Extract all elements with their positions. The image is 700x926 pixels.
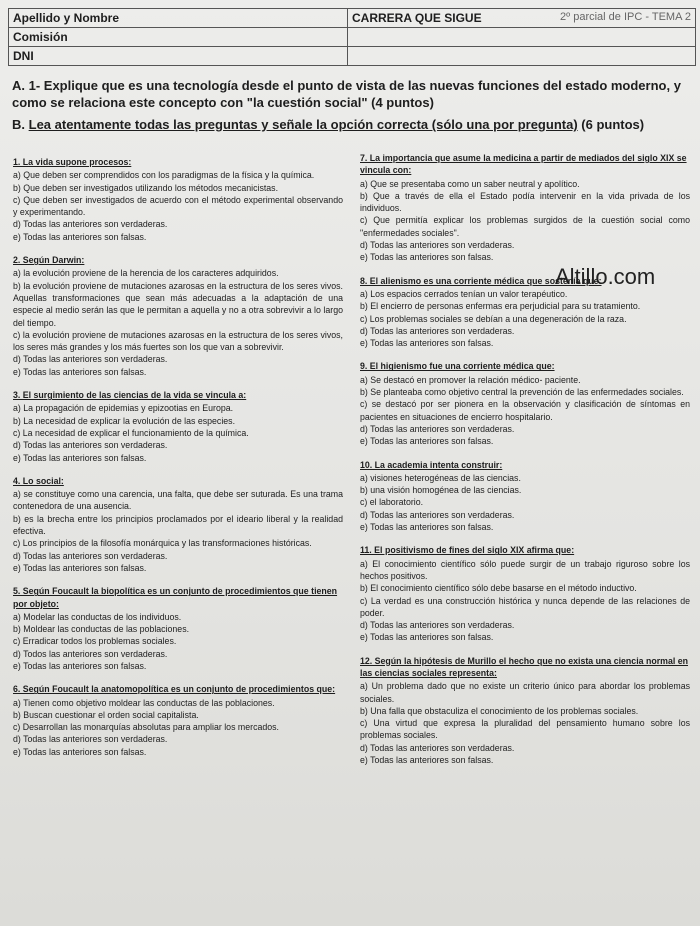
dni-field[interactable]: DNI [9, 47, 348, 66]
question-block [13, 389, 343, 464]
question-block [13, 683, 343, 758]
answer-option[interactable]: c) La necesidad de explicar el funcionamiento de la química. [13, 427, 249, 438]
answer-option[interactable]: a) Un problema dado que no existe un criterio único para abordar los problemas sociales. [360, 681, 690, 704]
answer-option[interactable]: e) Todas las anteriores son falsas. [13, 660, 147, 671]
answer-option[interactable]: c) La verdad es una construcción histórica y nunca depende de las relaciones de poder. [360, 595, 690, 618]
question-block [13, 254, 343, 378]
answer-option[interactable]: e) Todas las anteriores son falsas. [360, 338, 494, 349]
answer-option[interactable]: e) Todas las anteriores son falsas. [13, 366, 147, 377]
answer-option[interactable]: a) la evolución proviene de la herencia de los caracteres adquiridos. [13, 268, 279, 279]
answer-option[interactable]: b) la evolución proviene de mutaciones azarosas en la estructura de los seres vivos. Aquellas transformaciones que sean más adecuadas a la adaptación de una especie al medio serán las que le permitan a aquella y no a otra sobrevivir a lo largo del tiempo. [13, 280, 343, 328]
answer-option[interactable]: b) El encierro de personas enfermas era perjudicial para su tratamiento. [360, 301, 641, 312]
answer-option[interactable]: d) Todas las anteriores son verdaderas. [360, 742, 515, 753]
question-title: 3. El surgimiento de las ciencias de la vida se vincula a: [13, 390, 247, 401]
answer-option[interactable]: d) Todas las anteriores son verdaderas. [360, 620, 515, 631]
answer-option[interactable]: c) Erradicar todos los problemas sociales. [13, 636, 177, 647]
question-block [360, 655, 690, 767]
answer-option[interactable]: c) Que deben ser investigados de acuerdo con el método experimental observando y experimentando. [13, 194, 343, 218]
answer-option[interactable]: d) Todas las anteriores son verdaderas. [360, 325, 515, 336]
answer-option[interactable]: b) una visión homogénea de las ciencias. [360, 485, 522, 496]
question-title: 7. La importancia que asume la medicina a partir de mediados del siglo XIX se vincula con: [360, 153, 687, 176]
answer-option[interactable]: c) la evolución proviene de mutaciones azarosas en la estructura de los seres vivos, los seres más grandes y los más fuertes son los que van a sobrevivir. [13, 329, 343, 353]
answer-option[interactable]: c) Los principios de la filosofía monárquica y las transformaciones históricas. [13, 538, 312, 549]
answer-option[interactable]: b) El conocimiento científico sólo debe basarse en el método inductivo. [360, 583, 637, 594]
answer-option[interactable]: b) Moldear las conductas de las poblaciones. [13, 624, 190, 635]
answer-option[interactable]: d) Todas las anteriores son verdaderas. [13, 734, 168, 745]
empty-cell [348, 47, 696, 66]
answer-option[interactable]: c) el laboratorio. [360, 497, 424, 508]
question-title: 6. Según Foucault la anatomopolítica es un conjunto de procedimientos que: [13, 684, 336, 695]
answer-option[interactable]: d) Todos las anteriores son verdaderas. [13, 648, 168, 659]
section-b-instructions: B. Lea atentamente todas las preguntas y señale la opción correcta (sólo una por pregunta) (6 puntos) [12, 117, 645, 132]
answer-option[interactable]: b) Buscan cuestionar el orden social capitalista. [13, 709, 199, 720]
questions-right-column [360, 152, 690, 777]
student-info-table [8, 8, 696, 66]
answer-option[interactable]: a) visiones heterogéneas de las ciencias. [360, 472, 521, 483]
answer-option[interactable]: e) Todas las anteriores son falsas. [13, 746, 147, 757]
answer-option[interactable]: b) La necesidad de explicar la evolución de las especies. [13, 415, 236, 426]
question-title: 2. Según Darwin: [13, 255, 85, 266]
answer-option[interactable]: a) Que deben ser comprendidos con los paradigmas de la física y la química. [13, 170, 315, 181]
question-block [13, 156, 343, 243]
answer-option[interactable]: d) Todas las anteriores son verdaderas. [13, 550, 168, 561]
question-block [360, 459, 690, 534]
question-title: 5. Según Foucault la biopolítica es un conjunto de procedimientos que tienen por objeto: [13, 586, 338, 609]
answer-option[interactable]: a) se constituye como una carencia, una falta, que debe ser suturada. Es una trama contenedora de una ausencia. [13, 489, 343, 512]
answer-option[interactable]: e) Todas las anteriores son falsas. [360, 632, 494, 643]
exam-title: 2º parcial de IPC - TEMA 2 [560, 11, 691, 23]
answer-option[interactable]: e) Todas las anteriores son falsas. [13, 562, 147, 573]
answer-option[interactable]: d) Todas las anteriores son verdaderas. [360, 509, 515, 520]
answer-option[interactable]: b) Que a través de ella el Estado podía intervenir en la vida privada de los individuos. [360, 190, 690, 214]
answer-option[interactable]: a) Los espacios cerrados tenían un valor terapéutico. [360, 288, 568, 299]
answer-option[interactable]: e) Todas las anteriores son falsas. [13, 231, 147, 242]
answer-option[interactable]: a) Que se presentaba como un saber neutral y apolítico. [360, 178, 580, 189]
answer-option[interactable]: e) Todas las anteriores son falsas. [13, 452, 147, 463]
empty-cell [348, 28, 696, 47]
answer-option[interactable]: a) Modelar las conductas de los individuos. [13, 611, 182, 622]
answer-option[interactable]: d) Todas las anteriores son verdaderas. [13, 354, 168, 365]
answer-option[interactable]: c) Que permitía explicar los problemas surgidos de la cuestión social como "enfermedades sociales". [360, 215, 690, 238]
question-block [360, 275, 690, 350]
answer-option[interactable]: a) Se destacó en promover la relación médico- paciente. [360, 374, 581, 385]
answer-option[interactable]: d) Todas las anteriores son verdaderas. [360, 240, 515, 251]
question-title: 8. El alienismo es una corriente médica que sostenía que: [360, 275, 602, 286]
answer-option[interactable]: c) Desarrollan las monarquías absolutas para ampliar los mercados. [13, 722, 279, 733]
answer-option[interactable]: c) se destacó por ser pionera en la observación y clasificación de síntomas en pacientes en situaciones de encierro hospitalario. [360, 399, 690, 422]
answer-option[interactable]: d) Todas las anteriores son verdaderas. [13, 440, 168, 451]
answer-option[interactable]: a) La propagación de epidemias y epizootias en Europa. [13, 403, 234, 414]
answer-option[interactable]: e) Todas las anteriores son falsas. [360, 252, 494, 263]
question-title: 1. La vida supone procesos: [13, 157, 132, 167]
question-title: 12. Según la hipótesis de Murillo el hecho que no exista una ciencia normal en las ciencias sociales representa: [360, 655, 689, 678]
question-title: 9. El higienismo fue una corriente médica que: [360, 361, 555, 372]
question-block [13, 475, 343, 574]
question-title: 11. El positivismo de fines del siglo XIX afirma que: [360, 545, 575, 556]
answer-option[interactable]: d) Todas las anteriores son verdaderas. [360, 423, 515, 434]
commission-field[interactable]: Comisión [9, 28, 348, 47]
career-field[interactable]: CARRERA QUE SIGUE 2º parcial de IPC - TEMA 2 [348, 9, 696, 28]
answer-option[interactable]: a) El conocimiento científico sólo puede surgir de un trabajo riguroso sobre los hechos positivos. [360, 558, 690, 581]
answer-option[interactable]: b) Que deben ser investigados utilizando los métodos mecanicistas. [13, 182, 279, 193]
question-block [360, 360, 690, 447]
answer-option[interactable]: a) Tienen como objetivo moldear las conductas de las poblaciones. [13, 697, 275, 708]
answer-option[interactable]: b) Se planteaba como objetivo central la prevención de las enfermedades sociales. [360, 387, 684, 398]
watermark: Altillo.com [555, 264, 656, 289]
question-block [360, 152, 690, 264]
question-title: 10. La academia intenta construir: [360, 459, 503, 470]
answer-option[interactable]: c) Una virtud que expresa la pluralidad del pensamiento humano sobre los problemas sociales. [360, 718, 690, 741]
answer-option[interactable]: c) Los problemas sociales se debían a una degeneración de la raza. [360, 313, 627, 324]
answer-option[interactable]: d) Todas las anteriores son verdaderas. [13, 219, 168, 230]
answer-option[interactable]: b) Una falla que obstaculiza el conocimiento de los problemas sociales. [360, 705, 639, 716]
answer-option[interactable]: b) es la brecha entre los principios proclamados por el ideario liberal y la realidad efectiva. [13, 513, 343, 537]
question-block [13, 585, 343, 672]
name-field[interactable]: Apellido y Nombre [9, 9, 348, 28]
answer-option[interactable]: e) Todas las anteriores son falsas. [360, 522, 494, 533]
question-block [360, 544, 690, 643]
answer-option[interactable]: e) Todas las anteriores son falsas. [360, 755, 494, 766]
question-title: 4. Lo social: [13, 475, 64, 486]
answer-option[interactable]: e) Todas las anteriores son falsas. [360, 436, 494, 447]
questions-left-column [13, 156, 343, 769]
section-a-question: A. 1- Explique que es una tecnología desde el punto de vista de las nuevas funciones del estado moderno, y como se relaciona este concepto con "la cuestión social" (4 puntos) [12, 78, 681, 110]
